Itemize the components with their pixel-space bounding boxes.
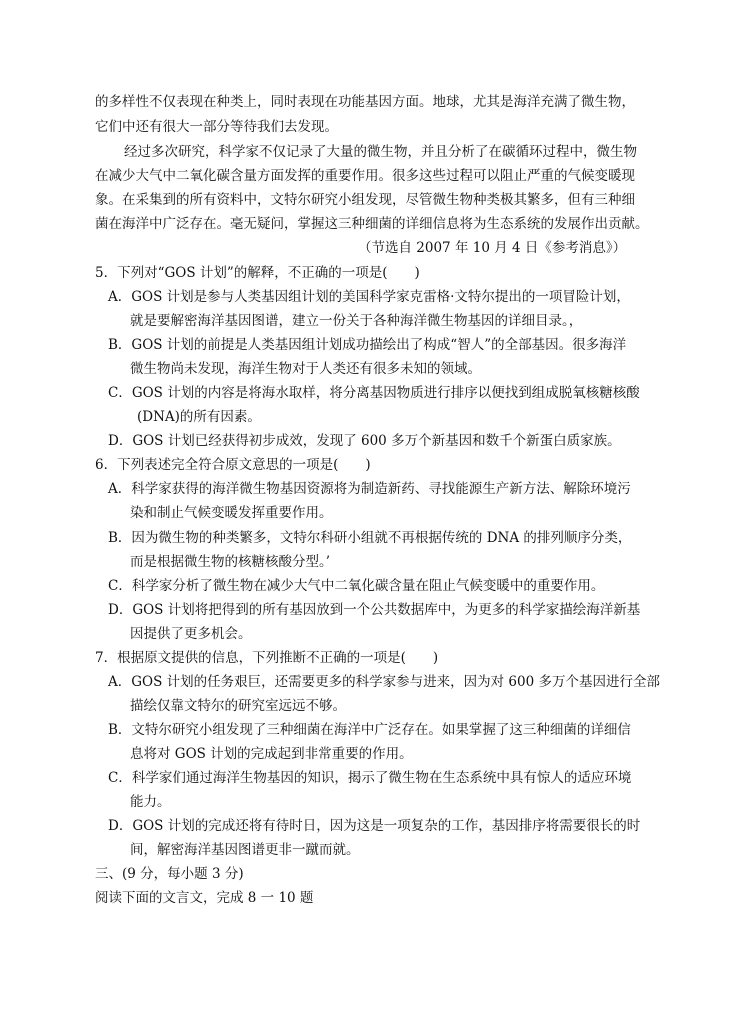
option-line: A．GOS 计划是参与人类基因组计划的美国科学家克雷格·文特尔提出的一项冒险计划， (108, 289, 630, 305)
option-line: 息将对 GOS 计划的完成起到非常重要的作用。 (130, 746, 413, 762)
passage-line: 它们中还有很大一部分等待我们去发现。 (95, 119, 338, 135)
option-line: B．文特尔研究小组发现了三种细菌在海洋中广泛存在。如果掌握了这三种细菌的详细信 (108, 722, 631, 738)
passage-line: 菌在海洋中广泛存在。毫无疑问，掌握这三种细菌的详细信息将为生态系统的发展作出贡献。 (95, 216, 649, 232)
option-line: D．GOS 计划的完成还将有待时日，因为这是一项复杂的工作，基因排序将需要很长的时 (108, 818, 641, 834)
passage-line: 经过多次研究，科学家不仅记录了大量的微生物，并且分析了在碳循环过程中，微生物 (124, 144, 637, 160)
option-line: 因提供了更多机会。 (130, 626, 252, 642)
option-line: B．GOS 计划的前提是人类基因组计划成功描绘出了构成“智人”的全部基因。很多海洋 (108, 337, 627, 353)
question-stem: 7．根据原文提供的信息，下列推断不正确的一项是( ) (95, 650, 439, 666)
option-line: A．科学家获得的海洋微生物基因资源将为制造新药、寻找能源生产新方法、解除环境污 (108, 481, 631, 497)
question-stem: 6．下列表述完全符合原文意思的一项是( ) (95, 457, 371, 473)
option-line: 微生物尚未发现，海洋生物对于人类还有很多未知的领域。 (130, 361, 481, 377)
passage-line: 象。在采集到的所有资料中，文特尔研究小组发现，尽管微生物种类极其繁多，但有三种细 (95, 192, 635, 208)
section-instruction: 阅读下面的文言文，完成 8 一 10 题 (95, 890, 314, 906)
option-line: 就是要解密海洋基因图谱，建立一份关于各种海洋微生物基因的详细目录。， (130, 313, 583, 329)
passage-line: 的多样性不仅表现在种类上，同时表现在功能基因方面。地球，尤其是海洋充满了微生物， (95, 94, 635, 110)
question-stem: 5．下列对“GOS 计划”的解释，不正确的一项是( ) (95, 265, 420, 281)
option-line: D．GOS 计划已经获得初步成效，发现了 600 多万个新基因和数千个新蛋白质家族。 (108, 433, 621, 449)
option-line: 而是根据微生物的核糖核酸分型。’ (130, 554, 331, 570)
option-line: (DNA)的所有因素。 (137, 409, 261, 425)
option-line: D．GOS 计划将把得到的所有基因放到一个公共数据库中，为更多的科学家描绘海洋新基 (108, 602, 641, 618)
option-line: 能力。 (130, 794, 171, 810)
option-line: C．科学家们通过海洋生物基因的知识，揭示了微生物在生态系统中具有惊人的适应环境 (108, 770, 632, 786)
option-line: 染和制止气候变暖发挥重要作用。 (130, 505, 333, 521)
option-line: 描绘仅靠文特尔的研究室远远不够。 (130, 698, 346, 714)
option-line: 间，解密海洋基因图谱更非一蹴而就。 (130, 842, 360, 858)
passage-source: （节选自 2007 年 10 月 4 日《参考消息》） (358, 240, 627, 256)
option-line: C．科学家分析了微生物在减少大气中二氧化碳含量在阻止气候变暖中的重要作用。 (108, 578, 605, 594)
passage-line: 在减少大气中二氧化碳含量方面发挥的重要作用。很多这些过程可以阻止严重的气候变暖现 (95, 168, 635, 184)
option-line: A．GOS 计划的任务艰巨，还需要更多的科学家参与进来，因为对 600 多万个基因进行全部 (108, 674, 660, 690)
option-line: C．GOS 计划的内容是将海水取样，将分离基因物质进行排序以便找到组成脱氧核糖核酸 (108, 385, 640, 401)
section-heading: 三、(9 分，每小题 3 分) (95, 866, 244, 882)
option-line: B．因为微生物的种类繁多，文特尔科研小组就不再根据传统的 DNA 的排列顺序分类， (108, 530, 632, 546)
